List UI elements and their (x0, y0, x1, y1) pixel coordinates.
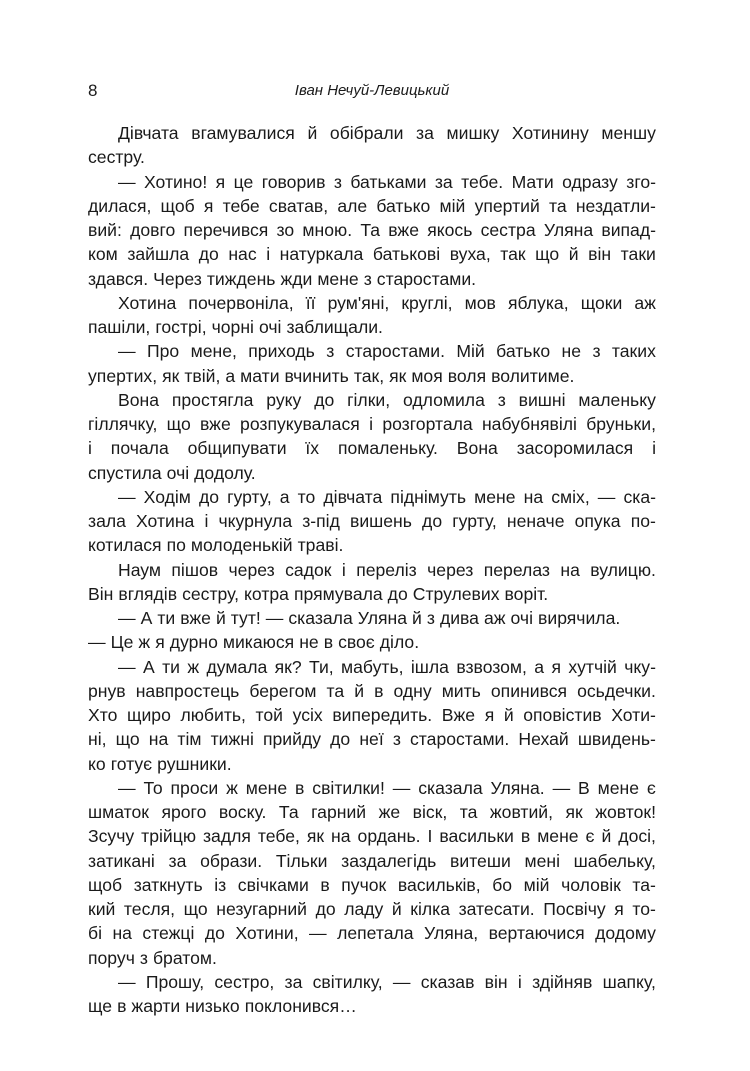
text-line: Зсучу трійцю задля тебе, як на ордань. І васильки в мене є й досі, (88, 826, 656, 847)
text-line: Вона простягла руку до гілки, одломила з вишні маленьку (118, 389, 656, 410)
text-line: щоб заткнуть із свічками в пучок васильків, бо мій чоловік та- (88, 874, 656, 895)
text-line: — Хотино! я це говорив з батьками за тебе. Мати одразу зго- (118, 171, 656, 192)
running-title: Іван Нечуй-Левицький (294, 82, 450, 99)
text-line: кий тесля, що незугарний до ладу й кілка затесати. Посвічу я то- (88, 899, 656, 919)
text-line: гіллячку, що вже розпукувалася і розгортала набубнявілі бруньки, (88, 414, 656, 434)
text-line: рнув навпростець берегом та й в одну мить опинився осьдечки. (88, 680, 656, 701)
text-line: ко готує рушники. (88, 753, 232, 774)
text-line: — А ти ж думала як? Ти, мабуть, ішла взвозом, а я хутчій чку- (118, 656, 656, 677)
text-line: — Прошу, сестро, за світилку, — сказав він і здійняв шапку, (118, 971, 656, 992)
text-line: бі на стежці до Хотини, — лепетала Уляна, вертаючися додому (88, 923, 656, 944)
text-line: вий: довго перечився зо мною. Та вже якось сестра Уляна випад- (88, 220, 656, 240)
text-line: Хотина почервоніла, її рум'яні, круглі, мов яблука, щоки аж (118, 292, 656, 313)
text-line: поруч з братом. (88, 947, 217, 968)
text-line: ні, що на тім тижні прийду до неї з старостами. Нехай швидень- (88, 729, 656, 750)
text-line: упертих, як твій, а мати вчинить так, як моя воля волитиме. (88, 365, 575, 386)
text-line: сестру. (88, 147, 145, 168)
text-line: — Це ж я дурно микаюся не в своє діло. (88, 632, 420, 653)
text-line: Наум пішов через садок і переліз через перелаз на вулицю. (118, 559, 656, 580)
text-line: — А ти вже й тут! — сказала Уляна й з дива аж очі вирячила. (118, 608, 621, 628)
text-line: ще в жарти низько поклонився… (88, 996, 357, 1016)
text-line: — Про мене, приходь з старостами. Мій батько не з таких (118, 341, 656, 362)
text-line: Хто щиро любить, той усіх випередить. Вже я й оповістив Хоти- (88, 705, 656, 725)
text-line: пашіли, гострі, чорні очі заблищали. (88, 317, 383, 337)
text-line: спустила очі додолу. (88, 462, 256, 483)
text-line: — Ходім до гурту, а то дівчата піднімуть мене на сміх, — ска- (118, 486, 656, 507)
text-line: ком зайшла до нас і натуркала батькові вуха, так що й він таки (88, 244, 656, 265)
page-number: 8 (88, 81, 98, 100)
running-header (88, 80, 656, 104)
text-line: — То проси ж мене в світилки! — сказала Уляна. — В мене є (118, 777, 656, 798)
text-line: Дівчата вгамувалися й обібрали за мишку Хотинину меншу (118, 123, 656, 143)
text-line: і почала общипувати їх помаленьку. Вона засоромилася і (88, 438, 656, 459)
text-line: затикані за образи. Тільки заздалегідь витеши мені шабельку, (88, 850, 656, 871)
text-line: дилася, щоб я тебе сватав, але батько мій упертий та нездатли- (88, 195, 656, 216)
text-line: зала Хотина і чкурнула з-під вишень до гурту, неначе опука по- (88, 511, 656, 531)
text-line: шматок ярого воску. Та гарний же віск, та жовтий, як жовток! (88, 802, 656, 822)
text-body (88, 121, 656, 1018)
text-line: котилася по молоденькій траві. (88, 535, 344, 556)
text-line: здався. Через тиждень жди мене з старостами. (88, 268, 477, 289)
text-line: Він вглядів сестру, котра прямувала до Струлевих воріт. (88, 583, 549, 604)
